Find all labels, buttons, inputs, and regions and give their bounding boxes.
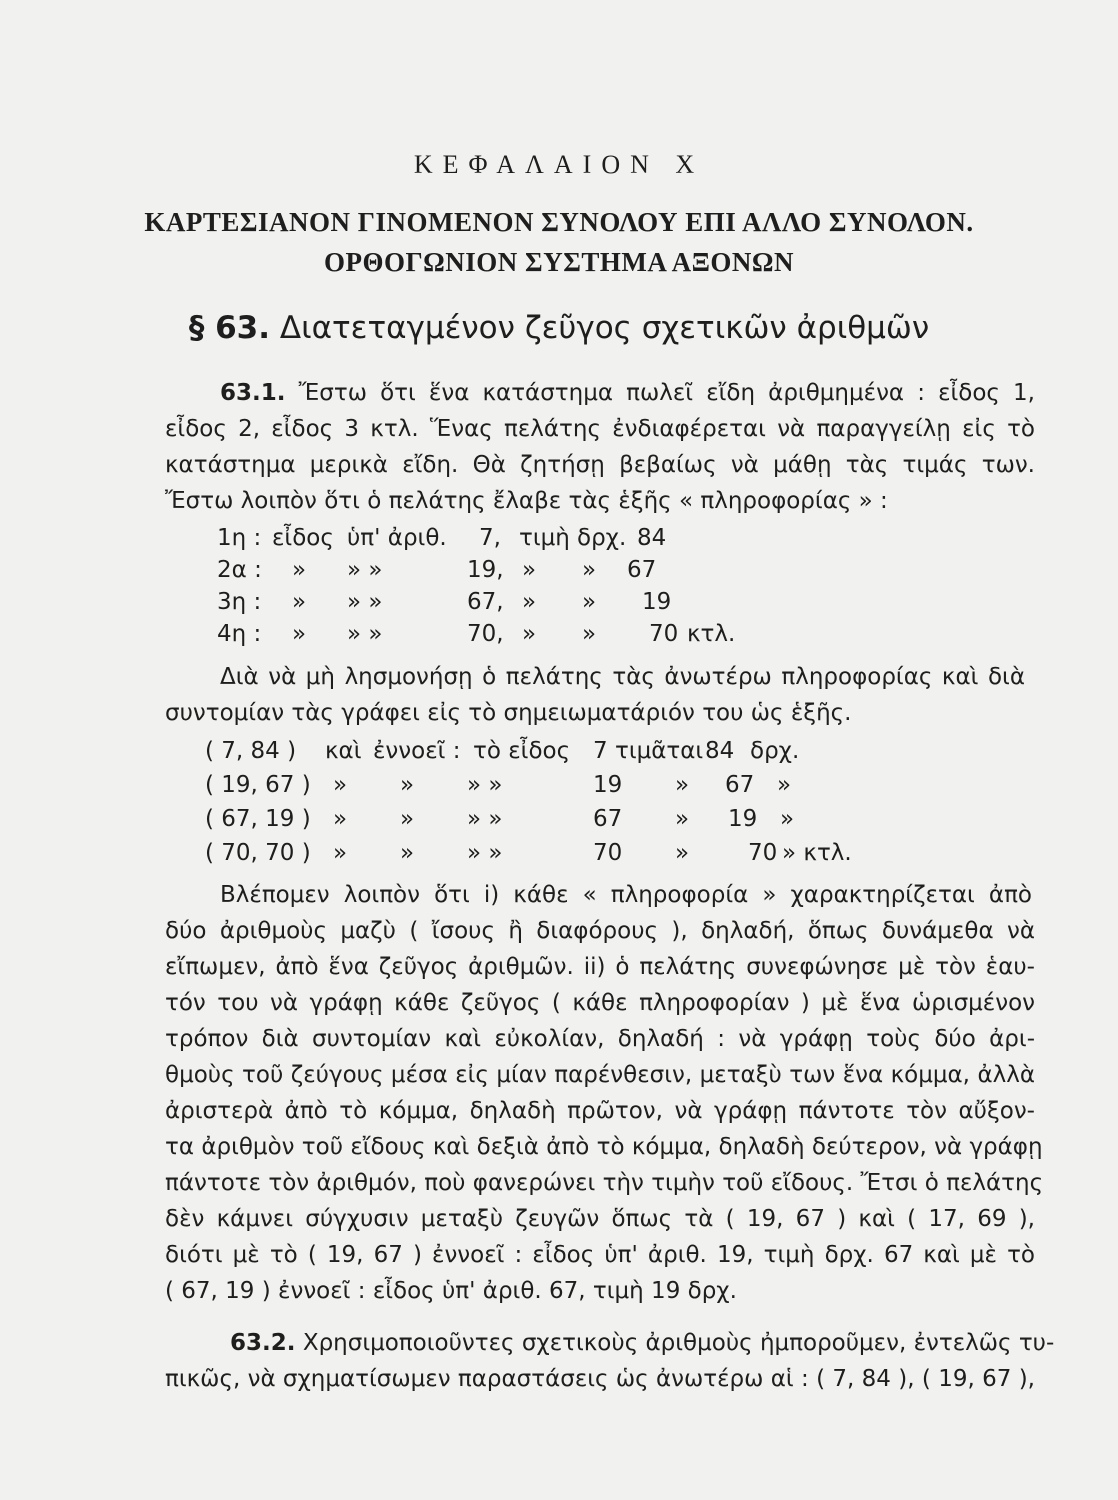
table-row: 2α : » » » 19, » » 67 (217, 557, 657, 583)
paragraph-line: ( 67, 19 ) ἐννοεῖ : εἶδος ὑπ' ἀριθ. 67, τιμὴ 19 δρχ. (165, 1278, 737, 1304)
paragraph-line: Βλέπομεν λοιπὸν ὅτι i) κάθε « πληροφορία » χαρακτηρίζεται ἀπὸ (220, 882, 1032, 908)
table-row: 1η : εἶδος ὑπ' ἀριθ. 7, τιμὴ δρχ. 84 (217, 525, 667, 551)
table-row: ( 7, 84 ) καὶ ἐννοεῖ : τὸ εἶδος 7 τιμᾶται 84 δρχ. (205, 738, 800, 764)
paragraph-line: Ἔστω λοιπὸν ὅτι ὁ πελάτης ἔλαβε τὰς ἑξῆς « πληροφορίας » : (165, 488, 888, 514)
section-heading (0, 310, 1118, 346)
chapter-heading: ΚΕΦΑΛΑΙΟΝ Χ (413, 150, 705, 179)
paragraph-line: δύο ἀριθμοὺς μαζὺ ( ἴσους ἢ διαφόρους ), δηλαδή, ὅπως δυνάμεθα νὰ (165, 918, 1035, 944)
pairs-table (205, 738, 905, 874)
paragraph-line: τα ἀριθμὸν τοῦ εἴδους καὶ δεξιὰ ἀπὸ τὸ κόμμα, δηλαδὴ δεύτερον, νὰ γράφῃ (165, 1134, 1043, 1160)
table-row: 4η : » » » 70, » » 70 κτλ. (217, 621, 736, 647)
paragraph-number: 63.2. (230, 1330, 296, 1356)
info-table (217, 525, 777, 665)
chapter-title-line-2: ΟΡΘΟΓΩΝΙΟΝ ΣΥΣΤΗΜΑ ΑΞΟΝΩΝ (323, 247, 795, 277)
paragraph-line: πάντοτε τὸν ἀριθμόν, ποὺ φανερώνει τὴν τιμὴν τοῦ εἴδους. Ἔτσι ὁ πελάτης (165, 1170, 1044, 1196)
paragraph-line: εἶδος 2, εἶδος 3 κτλ. Ἕνας πελάτης ἐνδιαφέρεται νὰ παραγγείλῃ εἰς τὸ (165, 416, 1035, 442)
table-row: ( 70, 70 ) » » » » 70 » 70 » κτλ. (205, 840, 852, 866)
table-row: ( 19, 67 ) » » » » 19 » 67 » (205, 772, 792, 798)
paragraph-line: θμοὺς τοῦ ζεύγους μέσα εἰς μίαν παρένθεσιν, μεταξὺ των ἕνα κόμμα, ἀλλὰ (165, 1062, 1035, 1088)
table-row: 3η : » » » 67, » » 19 (217, 589, 672, 615)
paragraph-line: διότι μὲ τὸ ( 19, 67 ) ἐννοεῖ : εἶδος ὑπ' ἀριθ. 19, τιμὴ δρχ. 67 καὶ μὲ τὸ (165, 1242, 1035, 1268)
table-row: ( 67, 19 ) » » » » 67 » 19 » (205, 806, 795, 832)
paragraph-line: εἴπωμεν, ἀπὸ ἕνα ζεῦγος ἀριθμῶν. ii) ὁ πελάτης συνεφώνησε μὲ τὸν ἑαυ- (165, 954, 1035, 980)
paragraph-line: συντομίαν τὰς γράφει εἰς τὸ σημειωματάριόν του ὡς ἑξῆς. (165, 700, 852, 726)
section-title: Διατεταγμένον ζεῦγος σχετικῶν ἀριθμῶν (279, 310, 930, 346)
paragraph-line: δὲν κάμνει σύγχυσιν μεταξὺ ζευγῶν ὅπως τὰ ( 19, 67 ) καὶ ( 17, 69 ), (165, 1206, 1035, 1232)
chapter-title-line-1: ΚΑΡΤΕΣΙΑΝΟΝ ΓΙΝΟΜΕΝΟΝ ΣΥΝΟΛΟΥ ΕΠΙ ΑΛΛΟ ΣΥΝΟΛΟΝ. (144, 207, 974, 237)
paragraph-line: πικῶς, νὰ σχηματίσωμεν παραστάσεις ὡς ἀνωτέρω αἱ : ( 7, 84 ), ( 19, 67 ), (165, 1366, 1035, 1392)
section-number: § 63. (188, 310, 271, 346)
paragraph-line: 63.1. Ἔστω ὅτι ἕνα κατάστημα πωλεῖ εἴδη ἀριθμημένα : εἶδος 1, (220, 380, 1035, 406)
paragraph-number: 63.1. (220, 380, 286, 406)
paragraph-line: 63.2. Χρησιμοποιοῦντες σχετικοὺς ἀριθμοὺς ἠμποροῦμεν, ἐντελῶς τυ- (230, 1330, 1055, 1356)
paragraph-line: τρόπον διὰ συντομίαν καὶ εὐκολίαν, δηλαδή : νὰ γράφῃ τοὺς δύο ἀρι- (165, 1026, 1035, 1052)
paragraph-line: ἀριστερὰ ἀπὸ τὸ κόμμα, δηλαδὴ πρῶτον, νὰ γράφῃ πάντοτε τὸν αὔξον- (165, 1098, 1035, 1124)
paragraph-line: Διὰ νὰ μὴ λησμονήσῃ ὁ πελάτης τὰς ἀνωτέρω πληροφορίας καὶ διὰ (220, 664, 1025, 690)
paragraph-line: κατάστημα μερικὰ εἴδη. Θὰ ζητήσῃ βεβαίως νὰ μάθῃ τὰς τιμάς των. (165, 452, 1035, 478)
paragraph-line: τόν του νὰ γράφῃ κάθε ζεῦγος ( κάθε πληροφορίαν ) μὲ ἕνα ὡρισμένον (165, 990, 1035, 1016)
